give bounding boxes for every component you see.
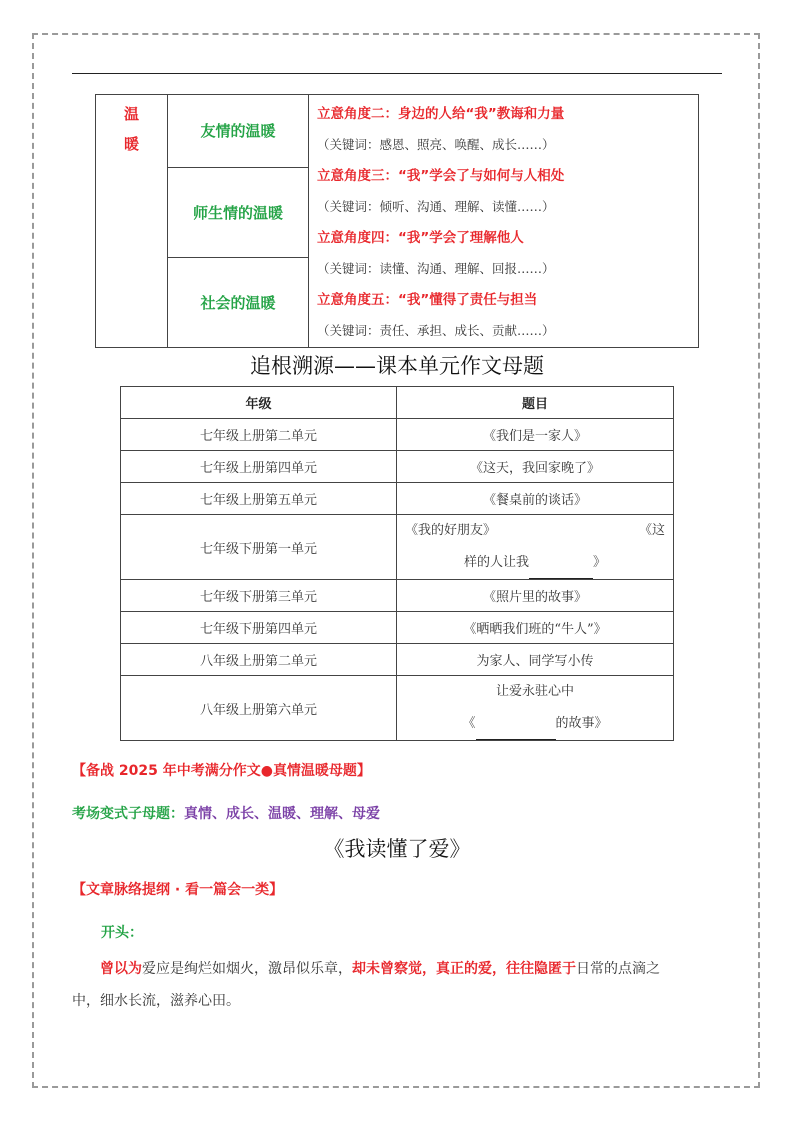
subcategory-friendship: 友情的温暖 <box>168 95 309 168</box>
fill-blank <box>529 562 593 579</box>
topic-cell: 《照片里的故事》 <box>397 580 674 612</box>
banner <box>72 760 371 780</box>
outline-heading: 【文章脉络提纲 · 看一篇会一类】 <box>72 882 284 898</box>
banner-open: 【备战 2025 年中考满分作文 <box>72 763 261 779</box>
grade-cell: 七年级上册第二单元 <box>121 419 397 451</box>
topic-part: 样的人让我 <box>463 555 529 570</box>
header-topic: 题目 <box>397 387 674 419</box>
topic-cell: 《我们是一家人》 <box>397 419 674 451</box>
variants-line <box>72 803 380 823</box>
grade-cell: 七年级下册第三单元 <box>121 580 397 612</box>
topic-cell: 《这天，我回家晚了》 <box>397 451 674 483</box>
angle-title: 立意角度四：“我”学会了理解他人 <box>317 230 524 246</box>
category-char: 暖 <box>123 135 139 153</box>
category-cell <box>96 95 168 348</box>
table-row <box>121 676 674 741</box>
header-rule <box>72 73 722 74</box>
topic-cell: 《晒晒我们班的“牛人”》 <box>397 612 674 644</box>
opening-label: 开头： <box>101 925 143 941</box>
section-title: 追根溯源——课本单元作文母题 <box>250 354 544 378</box>
table-row <box>121 580 674 612</box>
table-row <box>121 419 674 451</box>
red-dot-icon: ● <box>260 763 273 779</box>
angle-keywords: （关键词：责任、承担、成长、贡献……） <box>317 323 555 338</box>
grade-cell: 七年级下册第一单元 <box>121 515 397 580</box>
essay-title: 《我读懂了爱》 <box>323 837 471 861</box>
banner-close: 真情温暖母题】 <box>272 763 371 779</box>
angle-keywords: （关键词：感恩、照亮、唤醒、成长……） <box>317 137 555 152</box>
grade-cell: 七年级上册第四单元 <box>121 451 397 483</box>
topic-part: 《 <box>462 716 476 731</box>
angle-title: 立意角度三：“我”学会了与如何与人相处 <box>317 168 565 184</box>
topic-part: 《我的好朋友》 <box>405 523 497 538</box>
grade-cell: 七年级下册第四单元 <box>121 612 397 644</box>
variants-items: 真情、成长、温暖、理解、母爱 <box>184 806 380 822</box>
topic-cell: 为家人、同学写小传 <box>397 644 674 676</box>
angle-title: 立意角度五：“我”懂得了责任与担当 <box>317 292 538 308</box>
angle-keywords: （关键词：读懂、沟通、理解、回报……） <box>317 261 555 276</box>
unit-table <box>120 386 674 741</box>
angle-keywords: （关键词：倾听、沟通、理解、读懂……） <box>317 199 555 214</box>
fill-blank <box>476 723 556 740</box>
topic-part: 让爱永驻心中 <box>495 684 574 699</box>
angle-title: 立意角度二：身边的人给“我”教诲和力量 <box>317 106 565 122</box>
header-grade: 年级 <box>121 387 397 419</box>
text: 爱应是绚烂如烟火，激昂似乐章， <box>142 961 352 977</box>
variants-label: 考场变式子母题： <box>72 806 184 822</box>
table-row <box>121 451 674 483</box>
topic-cell <box>397 515 674 580</box>
table-row <box>121 515 674 580</box>
subcategory-society: 社会的温暖 <box>168 257 309 347</box>
grade-cell: 八年级上册第六单元 <box>121 676 397 741</box>
category-char: 温 <box>123 105 139 123</box>
topic-part: 的故事》 <box>555 716 608 731</box>
grade-cell: 八年级上册第二单元 <box>121 644 397 676</box>
topic-part: 》 <box>593 555 607 570</box>
angles-cell <box>309 95 699 348</box>
table-row <box>121 483 674 515</box>
topic-part: 《这 <box>638 523 665 538</box>
table-row <box>121 644 674 676</box>
grade-cell: 七年级上册第五单元 <box>121 483 397 515</box>
table-row <box>121 612 674 644</box>
text: 日常的点滴 <box>576 961 646 977</box>
text: 之中，细水长流，滋养心田。 <box>72 961 660 1009</box>
topic-cell: 《餐桌前的谈话》 <box>397 483 674 515</box>
emphasis: 却未曾察觉，真正的爱，往往隐匿于 <box>352 961 576 977</box>
subcategory-teacher: 师生情的温暖 <box>168 167 309 257</box>
topic-cell <box>397 676 674 741</box>
opening-paragraph <box>72 953 672 1017</box>
emphasis: 曾以为 <box>100 961 142 977</box>
warmth-table <box>95 94 699 348</box>
